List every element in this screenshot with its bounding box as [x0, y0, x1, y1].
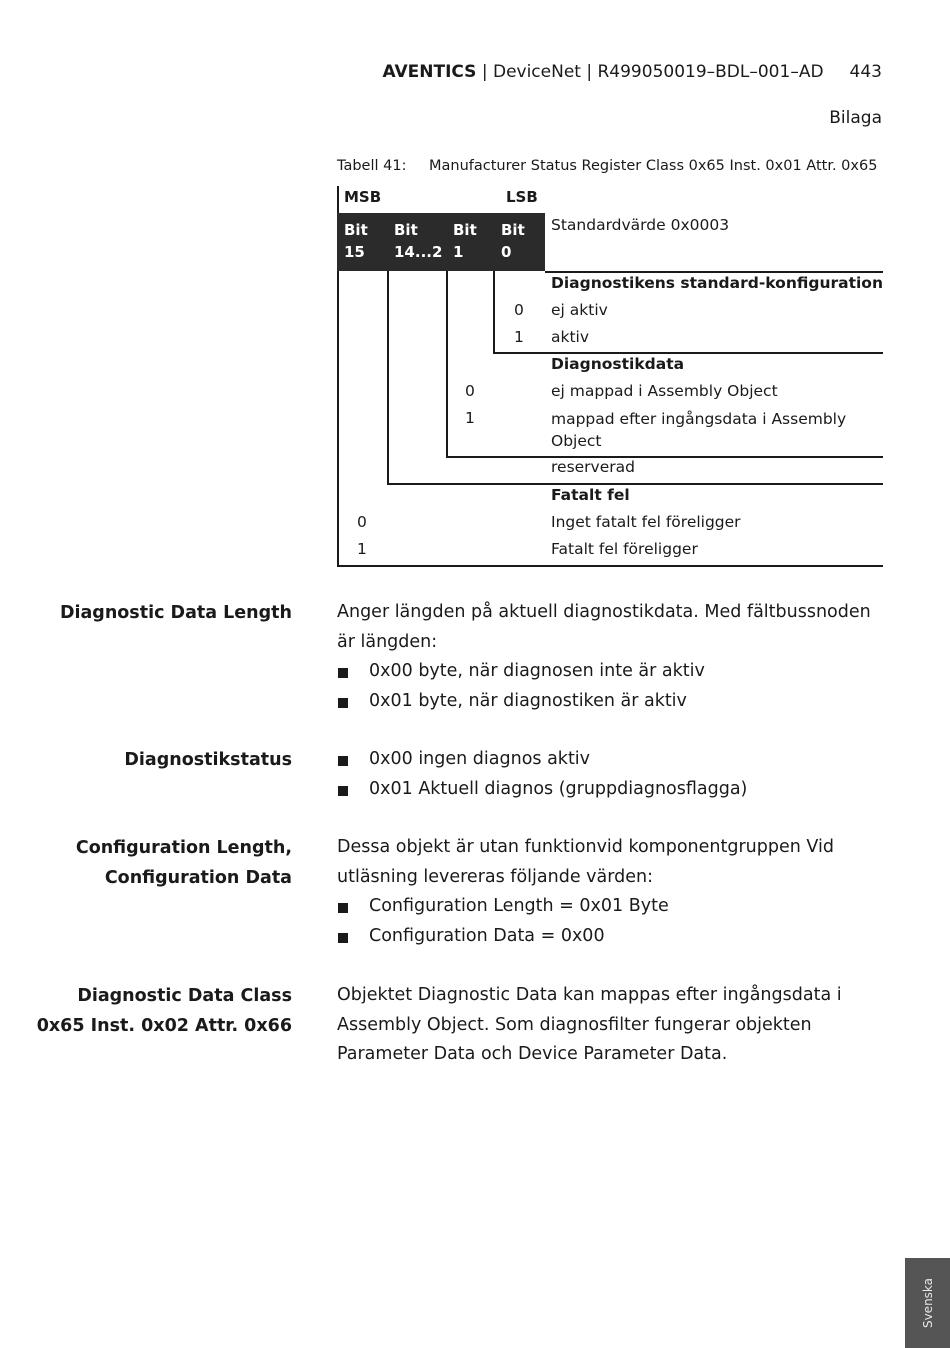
- definition-diagnostic-data-length: [337, 598, 887, 716]
- group-title: Diagnostikdata: [551, 355, 685, 373]
- table-rule: [446, 456, 883, 458]
- bullet-list: [337, 657, 887, 716]
- definition-text: Anger längden på aktuell diagnostikdata. Med fältbussnoden är längden:: [337, 602, 871, 652]
- term-configuration: [76, 833, 292, 893]
- bit-meaning: Inget fatalt fel föreligger: [551, 513, 741, 531]
- bit-meaning: ej aktiv: [551, 301, 608, 319]
- bit-meaning: reserverad: [551, 458, 635, 476]
- bit-header-row: [337, 213, 545, 271]
- bit-meaning: Fatalt fel föreligger: [551, 540, 698, 558]
- msb-label: MSB: [344, 188, 382, 206]
- table-rule: [493, 352, 883, 354]
- bracket-bit0: [493, 271, 495, 353]
- term-line: Configuration Data: [104, 868, 292, 888]
- bit-value: 0: [465, 382, 475, 400]
- default-value: Standardvärde 0x0003: [551, 216, 730, 234]
- definition-text: Dessa objekt är utan funktionvid komponentgruppen Vid utläsning levereras följande värden:: [337, 837, 834, 887]
- term-diagnostic-data-class: [37, 981, 292, 1041]
- definition-configuration: [337, 833, 887, 951]
- bracket-bit1: [446, 271, 448, 457]
- definition-text: Objektet Diagnostic Data kan mappas efter ingångsdata i Assembly Object. Som diagnosfilter fungerar objekten Parameter Data och Device Parameter Data.: [337, 985, 842, 1064]
- list-item: Configuration Length = 0x01 Byte: [337, 892, 887, 922]
- document-id: | DeviceNet | R499050019–BDL–001–AD: [476, 62, 824, 82]
- group-title: Diagnostikens standard-konfiguration: [551, 274, 883, 292]
- bracket-bit14-2: [387, 271, 389, 484]
- definition-diagnostikstatus: [337, 745, 887, 804]
- table-number: Tabell 41:: [337, 158, 407, 174]
- group-title: Fatalt fel: [551, 486, 630, 504]
- term-diagnostic-data-length: [60, 598, 292, 628]
- bullet-list: [337, 892, 887, 951]
- table-border-bottom: [337, 565, 883, 567]
- brand-name: AVENTICS: [382, 62, 477, 82]
- table-caption: [337, 158, 877, 174]
- bit-header-15: Bit 15: [344, 221, 368, 261]
- bit-value: 1: [465, 409, 475, 427]
- bit-header-1: Bit 1: [453, 221, 477, 261]
- page-number: 443: [849, 62, 882, 82]
- bit-header-0: Bit 0: [501, 221, 525, 261]
- table-title: Manufacturer Status Register Class 0x65 Inst. 0x01 Attr. 0x65: [429, 158, 878, 174]
- term-line: Diagnostikstatus: [124, 750, 292, 770]
- term-line: Diagnostic Data Length: [59, 603, 292, 623]
- list-item: 0x00 ingen diagnos aktiv: [337, 745, 887, 775]
- bit-value: 0: [357, 513, 367, 531]
- lsb-label: LSB: [506, 188, 538, 206]
- bit-value: 1: [357, 540, 367, 558]
- list-item: 0x01 Aktuell diagnos (gruppdiagnosflagga): [337, 775, 887, 805]
- language-tab-label: Svenska: [920, 1277, 935, 1329]
- list-item: Configuration Data = 0x00: [337, 922, 887, 952]
- bit-value: 0: [514, 301, 524, 319]
- bit-meaning: ej mappad i Assembly Object: [551, 382, 778, 400]
- term-line: Configuration Length,: [75, 838, 292, 858]
- table-rule: [545, 271, 883, 273]
- list-item: 0x01 byte, när diagnostiken är aktiv: [337, 687, 887, 717]
- bullet-list: [337, 745, 887, 804]
- page-header: [382, 62, 882, 82]
- section-title: Bilaga: [829, 108, 882, 128]
- bit-header-14-2: Bit 14...2: [394, 221, 443, 261]
- definition-diagnostic-data-class: [337, 981, 887, 1070]
- bit-value: 1: [514, 328, 524, 346]
- term-line: 0x65 Inst. 0x02 Attr. 0x66: [36, 1016, 292, 1036]
- language-tab: [905, 1258, 950, 1348]
- term-line: Diagnostic Data Class: [77, 986, 292, 1006]
- term-diagnostikstatus: [124, 745, 292, 775]
- table-rule: [387, 483, 883, 485]
- list-item: 0x00 byte, när diagnosen inte är aktiv: [337, 657, 887, 687]
- bit-meaning: mappad efter ingångsdata i Assembly Object: [551, 410, 847, 450]
- bit-meaning: aktiv: [551, 328, 590, 346]
